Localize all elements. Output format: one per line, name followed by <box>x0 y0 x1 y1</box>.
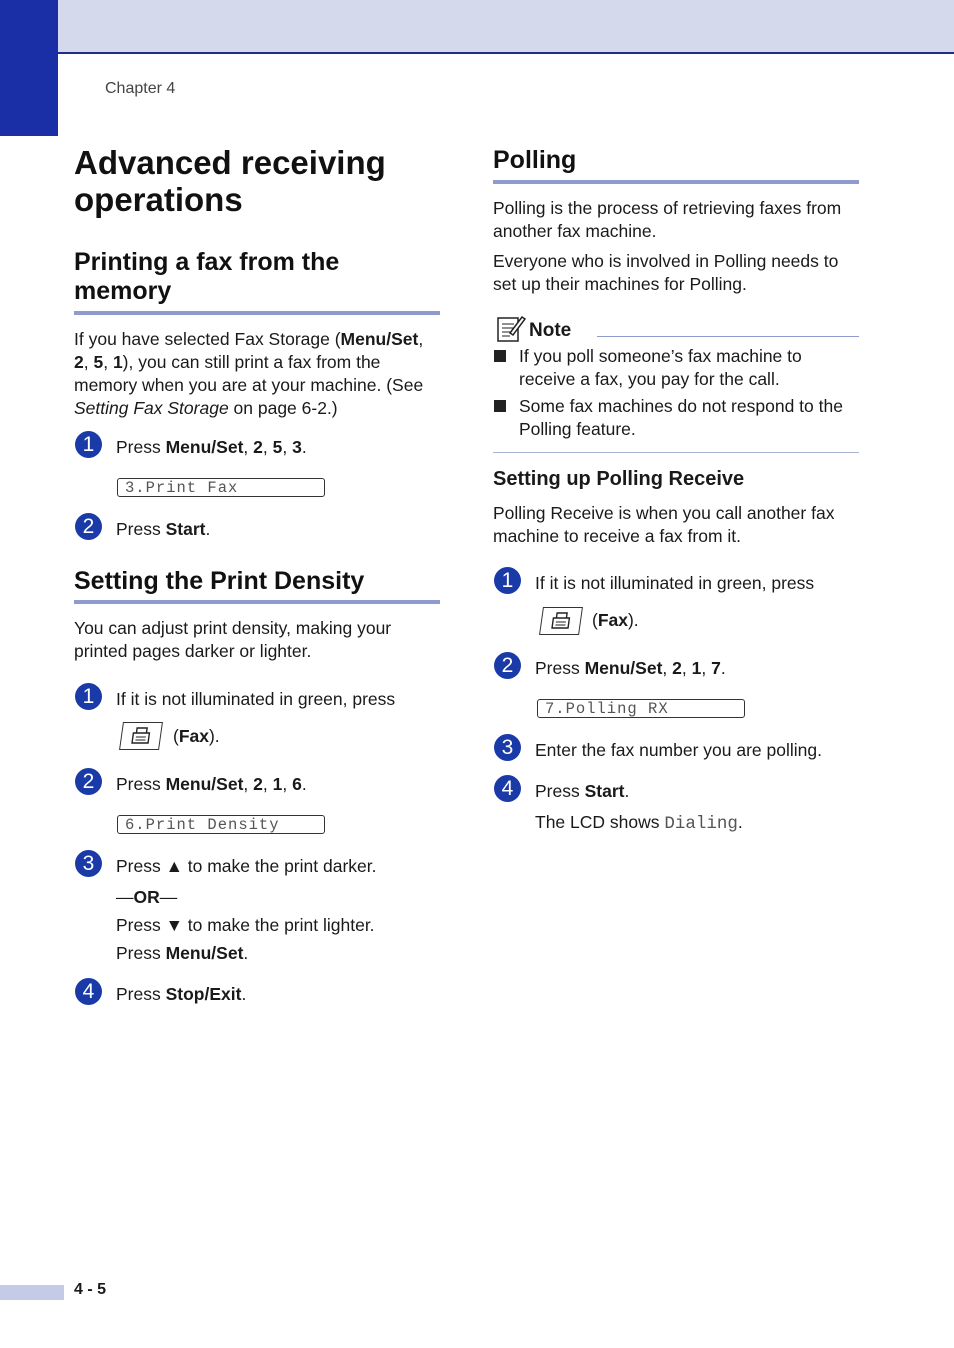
lcd-shows-text: The LCD shows Dialing. <box>535 812 743 834</box>
step-number-icon: 1 <box>75 431 102 458</box>
step-text: Press Menu/Set. <box>116 943 249 963</box>
fax-label: (Fax). <box>592 610 639 630</box>
step-number-icon: 2 <box>494 652 521 679</box>
or-separator: —OR— <box>116 887 178 907</box>
note-item: Some fax machines do not respond to the Polling feature. <box>519 396 843 439</box>
lcd-display: 7.Polling RX <box>537 699 745 718</box>
step-text: Press Menu/Set, 2, 5, 3. <box>116 437 307 457</box>
note-end-rule <box>493 452 859 453</box>
polling-intro: Polling is the process of retrieving faxes from another fax machine. <box>493 198 842 241</box>
fax-button-icon <box>119 722 163 750</box>
note-label: Note <box>529 320 572 341</box>
fax-button-icon <box>539 607 583 635</box>
print-density-intro: You can adjust print density, making your printed pages darker or lighter. <box>74 618 392 661</box>
bullet-icon <box>494 350 506 362</box>
step-text: Press Stop/Exit. <box>116 984 247 1004</box>
section-heading-polling: Polling <box>493 146 577 174</box>
step-number-icon: 1 <box>494 567 521 594</box>
print-memory-intro: If you have selected Fax Storage (Menu/Set, 2, 5, 1), you can still print a fax from the memory when you are at your machine. (See Setting Fax Storage on page 6-2.) <box>74 329 424 418</box>
step-text: Press Start. <box>535 781 630 801</box>
step-number-icon: 2 <box>75 513 102 540</box>
page-number: 4 - 5 <box>74 1281 107 1298</box>
step-number-icon: 2 <box>75 768 102 795</box>
header-band <box>0 0 954 54</box>
section-heading-print-from-memory: Printing a fax from the memory <box>74 248 340 305</box>
note-item: If you poll someone’s fax machine to receive a fax, you pay for the call. <box>519 346 802 389</box>
step-text: Press Start. <box>116 519 211 539</box>
step-number-icon: 4 <box>75 978 102 1005</box>
lcd-display: 6.Print Density <box>117 815 325 834</box>
polling-intro-2: Everyone who is involved in Polling needs to set up their machines for Polling. <box>493 251 839 294</box>
step-text: Enter the fax number you are polling. <box>535 740 822 760</box>
section-heading-print-density: Setting the Print Density <box>74 567 365 595</box>
subsection-heading-polling-receive: Setting up Polling Receive <box>493 468 745 490</box>
bullet-icon <box>494 400 506 412</box>
footer-bar <box>0 1285 64 1300</box>
note-rule <box>597 336 859 337</box>
step-text: Press ▲ to make the print darker. <box>116 856 377 876</box>
step-text: Press Menu/Set, 2, 1, 6. <box>116 774 307 794</box>
step-number-icon: 3 <box>75 850 102 877</box>
chapter-tab <box>0 0 58 136</box>
fax-label: (Fax). <box>173 726 220 746</box>
polling-receive-intro: Polling Receive is when you call another fax machine to receive a fax from it. <box>493 503 835 546</box>
step-number-icon: 3 <box>494 734 521 761</box>
chapter-label: Chapter 4 <box>105 80 176 97</box>
section-rule <box>74 600 440 604</box>
note-pencil-icon <box>496 313 526 348</box>
page-title: Advanced receiving operations <box>74 144 386 218</box>
step-number-icon: 1 <box>75 683 102 710</box>
lcd-display: 3.Print Fax <box>117 478 325 497</box>
step-text: If it is not illuminated in green, press <box>116 689 396 709</box>
step-text: Press Menu/Set, 2, 1, 7. <box>535 658 726 678</box>
step-text: If it is not illuminated in green, press <box>535 573 815 593</box>
section-rule <box>493 180 859 184</box>
section-rule <box>74 311 440 315</box>
step-text: Press ▼ to make the print lighter. <box>116 915 375 935</box>
step-number-icon: 4 <box>494 775 521 802</box>
